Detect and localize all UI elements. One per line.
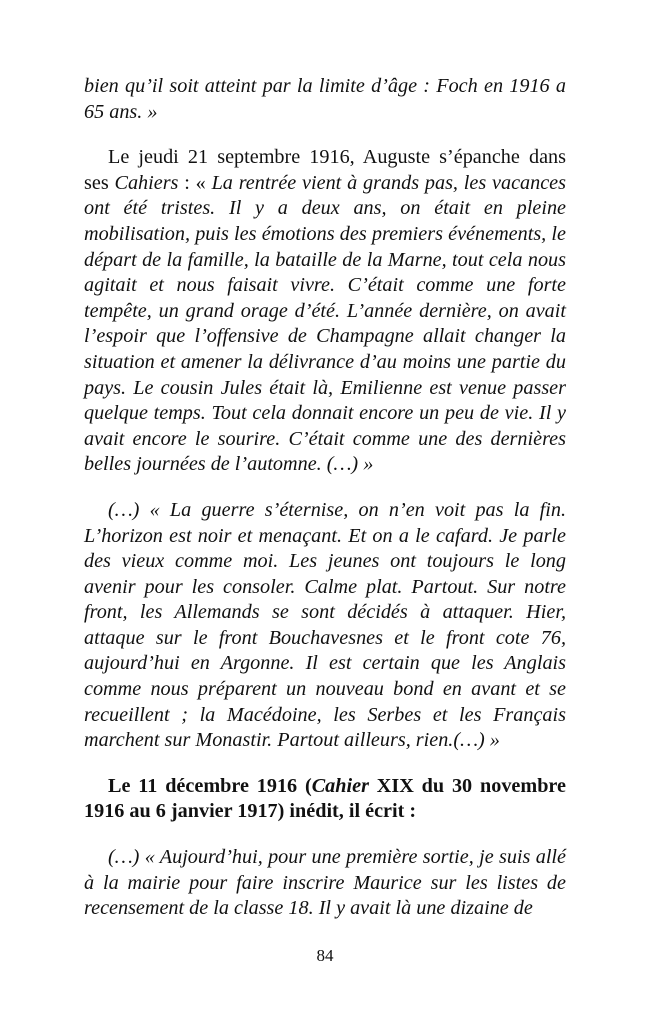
paragraph-december-quote	[84, 845, 566, 922]
colon-quote-mark: : «	[178, 171, 212, 194]
paragraph-september-entry	[84, 145, 566, 478]
war-quote-text: (…) « La guerre s’éternise, on n’en voit pas la fin. L’horizon est noir et menaçant. Et on a le cafard. Je parle des vieux comme moi. Les jeunes ont toujours le long avenir pour les consoler. Calme plat. Partout. Sur notre front, les Allemands se sont décidés à attaquer. Hier, attaque sur le front Bouchavesnes et le front cote 76, aujourd’hui en Argonne. Il est certain que les Anglais comme nous préparent un nouveau bond en avant et se recueillent ; la Macédoine, les Serbes et les Français marchent sur Monastir. Partout ailleurs, rien.(…) »	[84, 498, 566, 752]
heading-cahier-word: Cahier	[311, 774, 369, 797]
heading-part-2: XIX du 30 novembre 1916 au 6 janvier 1917) inédit, il écrit :	[84, 774, 566, 823]
paragraph-war-quote	[84, 498, 566, 754]
september-lead-text: Le jeudi 21 septembre 1916, Auguste s’épanche dans ses	[84, 146, 566, 194]
cahiers-word: Cahiers	[114, 171, 179, 194]
december-quote-text: (…) « Aujourd’hui, pour une première sortie, je suis allé à la mairie pour faire inscrire Maurice sur les listes de recensement de la classe 18. Il y avait là une dizaine de	[84, 846, 566, 920]
paragraph-continuation-text: bien qu’il soit atteint par la limite d’âge : Foch en 1916 a 65 ans. »	[84, 75, 566, 123]
heading-part-1: Le 11 décembre 1916 (	[108, 774, 312, 797]
september-quote-text: La rentrée vient à grands pas, les vacances ont été tristes. Il y a deux ans, on était en pleine mobilisation, puis les émotions des premiers événements, le départ de la famille, la bataille de la Marne, tout cela nous agitait et nous faisait vivre. C’était comme une forte tempête, un grand orage d’été. L’année dernière, on avait l’espoir que l’offensive de Champagne allait changer la situation et amener la délivrance d’au moins une partie du pays. Le cousin Jules était là, Emilienne est venue passer quelque temps. Tout cela donnait encore un peu de vie. Il y avait encore le sourire. C’était comme une des dernières belles journées de l’automne. (…) »	[84, 171, 566, 476]
paragraph-continuation	[84, 74, 566, 125]
page-number: 84	[316, 946, 334, 965]
book-page	[84, 74, 566, 922]
section-heading	[84, 774, 566, 825]
